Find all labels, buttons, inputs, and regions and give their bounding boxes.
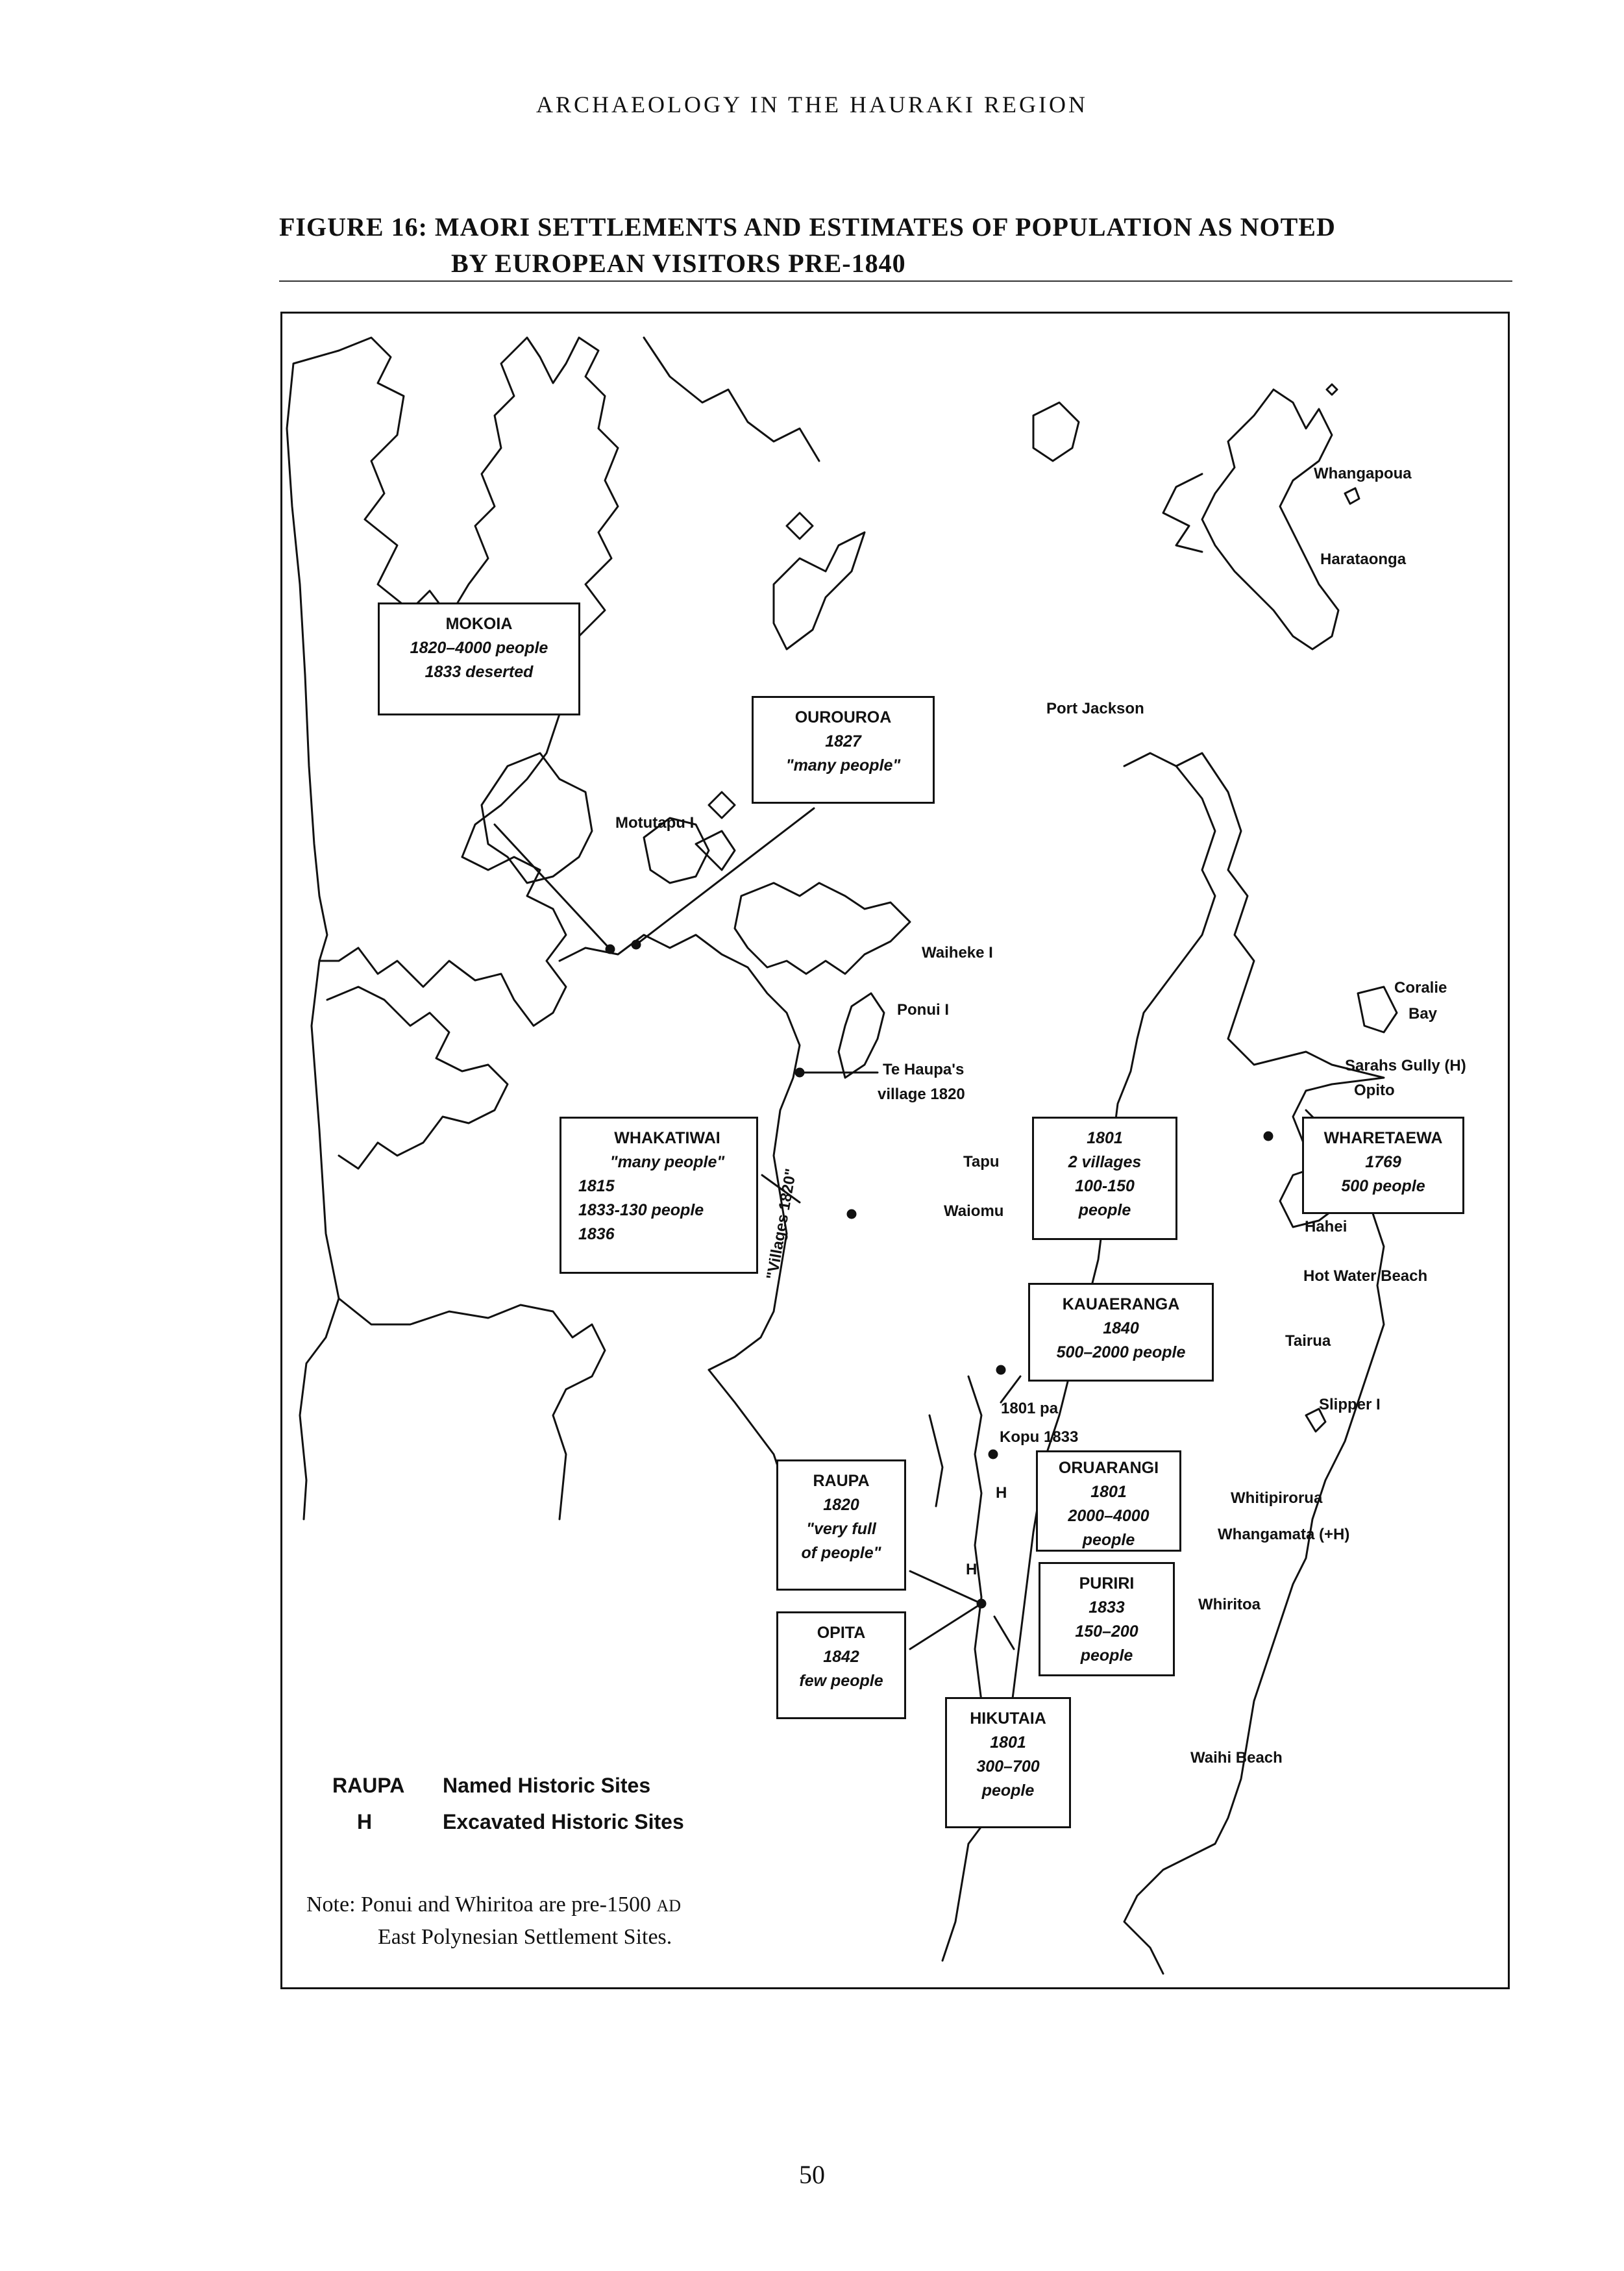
settlement-box-opita — [776, 1611, 906, 1719]
small-isle-1 — [787, 513, 813, 539]
mokoia-pointer — [495, 825, 610, 949]
ourouroa-site-marker — [632, 941, 640, 949]
settlement-box-puriri — [1039, 1562, 1175, 1676]
page-number: 50 — [799, 2160, 825, 2189]
place-label-ponui: Ponui I — [897, 1001, 949, 1019]
settlement-box-whakatiwai — [560, 1117, 758, 1274]
rakino-island — [709, 792, 735, 818]
place-label-waiheke: Waiheke I — [922, 944, 993, 962]
settlement-name: MOKOIA — [445, 615, 513, 633]
legend-row-named — [332, 1767, 684, 1804]
piako-river — [929, 1415, 942, 1506]
settlement-box-tapu-1801 — [1032, 1117, 1177, 1240]
settlement-detail: people — [1082, 1531, 1135, 1549]
map-note — [306, 1889, 681, 1953]
place-label-whiritoa: Whiritoa — [1198, 1596, 1261, 1613]
title-rule — [279, 280, 1512, 282]
north-shore-coastline — [339, 338, 618, 617]
manukau-harbour — [327, 987, 508, 1169]
place-label-whitipirorua: Whitipirorua — [1231, 1489, 1323, 1507]
place-label-te-haupa: Te Haupa's — [883, 1061, 965, 1078]
settlement-detail: 100-150 — [1075, 1177, 1135, 1195]
settlement-detail: 150–200 — [1075, 1622, 1138, 1641]
settlement-detail: 2000–4000 — [1068, 1507, 1150, 1525]
settlement-detail: 1815 — [578, 1177, 615, 1195]
kopu-site-marker — [989, 1450, 997, 1458]
settlement-name: PURIRI — [1079, 1574, 1135, 1593]
te-haupa-site-marker — [796, 1069, 804, 1076]
kawau-coastline — [644, 338, 819, 461]
place-label-tapu: Tapu — [963, 1153, 1000, 1171]
place-label-opito: Opito — [1354, 1082, 1395, 1099]
settlement-detail: people — [1078, 1201, 1131, 1219]
coromandel-south-coast — [1124, 1740, 1248, 1974]
place-label-sarahs-gully: Sarahs Gully (H) — [1345, 1057, 1466, 1074]
place-label-coralie: Coralie — [1394, 979, 1447, 997]
west-coastline — [287, 351, 339, 1519]
settlement-detail: 1801 — [990, 1733, 1026, 1752]
great-barrier-west — [774, 532, 865, 649]
settlement-box-hikutaia — [945, 1697, 1071, 1828]
place-label-villages-1820: "Villages 1820" — [763, 1167, 800, 1282]
settlement-detail: 1820 — [823, 1496, 859, 1514]
place-label-port-jackson: Port Jackson — [1046, 700, 1144, 717]
place-label-hot-water-beach: Hot Water Beach — [1303, 1267, 1428, 1285]
legend-key: RAUPA — [332, 1774, 405, 1797]
settlement-name: RAUPA — [813, 1472, 870, 1490]
settlement-detail: 300–700 — [976, 1757, 1040, 1776]
settlement-box-raupa — [776, 1459, 906, 1591]
legend-row-excavated — [332, 1804, 684, 1840]
settlement-detail: 1801 — [1090, 1483, 1127, 1501]
settlement-name: WHARETAEWA — [1323, 1129, 1443, 1147]
settlement-box-wharetaewa — [1302, 1117, 1464, 1214]
legend-key: H — [357, 1810, 373, 1833]
excavated-site-marker: H — [966, 1561, 978, 1578]
mokoia-site-marker — [606, 945, 614, 953]
settlement-detail: 1833 — [1089, 1598, 1125, 1617]
place-label-kopu: Kopu 1833 — [1000, 1428, 1079, 1446]
place-label-tairua: Tairua — [1285, 1332, 1331, 1350]
settlement-detail: 1833-130 people — [578, 1201, 704, 1219]
whangapoua-islet — [1345, 488, 1359, 504]
settlement-box-ourouroa — [752, 696, 935, 804]
alderman-islets — [1327, 384, 1337, 395]
settlement-name: KAUAERANGA — [1062, 1295, 1180, 1313]
settlement-detail: 1769 — [1365, 1153, 1401, 1171]
settlement-detail: 500 people — [1341, 1177, 1425, 1195]
settlement-detail: 2 villages — [1068, 1153, 1142, 1171]
coralie-bay-rocks — [1358, 987, 1397, 1032]
settlement-box-oruarangi — [1036, 1450, 1181, 1552]
oruarangi-pointer — [994, 1617, 1014, 1649]
settlement-detail: "many people" — [785, 756, 901, 775]
great-barrier-west-arm — [1163, 474, 1202, 552]
figure-title-line1: FIGURE 16: MAORI SETTLEMENTS AND ESTIMATES OF POPULATION AS NOTED — [279, 212, 1336, 242]
coromandel-east-coast — [1176, 753, 1384, 1740]
settlement-box-kauaeranga — [1028, 1283, 1214, 1382]
settlement-name: WHAKATIWAI — [614, 1129, 720, 1147]
settlement-box-mokoia — [378, 602, 580, 715]
settlement-detail: few people — [799, 1672, 883, 1690]
place-label-whangamata: Whangamata (+H) — [1218, 1526, 1350, 1543]
settlement-detail: 1842 — [823, 1648, 859, 1666]
place-label-motutapu: Motutapu I — [615, 814, 695, 832]
settlement-name: ORUARANGI — [1058, 1459, 1159, 1477]
hikutaia-site-marker — [978, 1600, 985, 1607]
note-era: AD — [656, 1896, 682, 1915]
opita-pointer — [910, 1604, 981, 1649]
settlement-detail: people — [981, 1781, 1035, 1800]
place-label-1801-pa: 1801 pa — [1001, 1400, 1059, 1417]
place-label-waihi-beach: Waihi Beach — [1190, 1749, 1283, 1767]
settlement-detail: "many people" — [609, 1153, 725, 1171]
figure-title-line2: BY EUROPEAN VISITORS PRE-1840 — [451, 249, 906, 278]
kauaeranga-site-marker — [997, 1366, 1005, 1374]
great-barrier-east — [1202, 390, 1338, 649]
settlement-detail: 1840 — [1103, 1319, 1139, 1337]
place-label-hahei: Hahei — [1305, 1218, 1347, 1235]
settlement-detail: 500–2000 people — [1056, 1343, 1186, 1361]
figure-title — [279, 209, 1336, 282]
settlement-detail: 1801 — [1087, 1129, 1123, 1147]
rangitoto-island — [482, 753, 592, 883]
hunua-coast — [339, 1298, 605, 1519]
settlement-name: OUROUROA — [794, 708, 892, 726]
settlement-detail: "very full — [806, 1520, 876, 1538]
place-label-te-haupa-village: village 1820 — [878, 1086, 965, 1103]
place-label-slipper: Slipper I — [1319, 1396, 1381, 1413]
note-text: Note: Ponui and Whiritoa are pre-1500 — [306, 1893, 651, 1917]
waiheke-island — [735, 883, 910, 974]
map-legend — [332, 1767, 684, 1840]
place-label-coralie-bay: Bay — [1409, 1005, 1438, 1023]
place-label-harataonga: Harataonga — [1320, 551, 1407, 568]
note-line-1 — [306, 1889, 681, 1922]
running-header: ARCHAEOLOGY IN THE HAURAKI REGION — [536, 92, 1088, 118]
ponui-island — [839, 993, 884, 1078]
settlement-detail: 1833 deserted — [424, 663, 534, 681]
settlement-detail: 1827 — [825, 732, 861, 751]
note-line-2: East Polynesian Settlement Sites. — [378, 1925, 672, 1949]
wharetaewa-site-marker — [1264, 1132, 1272, 1140]
settlement-name: OPITA — [817, 1624, 866, 1642]
settlement-detail: people — [1080, 1646, 1133, 1665]
place-label-waiomu: Waiomu — [944, 1202, 1004, 1220]
villages-site-marker — [848, 1210, 855, 1218]
excavated-site-marker: H — [996, 1484, 1007, 1502]
settlement-detail: 1836 — [578, 1225, 615, 1243]
settlement-detail: of people" — [801, 1544, 881, 1562]
legend-label: Excavated Historic Sites — [443, 1810, 684, 1833]
settlement-name: HIKUTAIA — [970, 1709, 1046, 1728]
gulf-islet-a — [1033, 403, 1079, 461]
legend-label: Named Historic Sites — [443, 1774, 651, 1797]
settlement-detail: 1820–4000 people — [410, 639, 548, 657]
place-label-whangapoua: Whangapoua — [1314, 465, 1412, 482]
